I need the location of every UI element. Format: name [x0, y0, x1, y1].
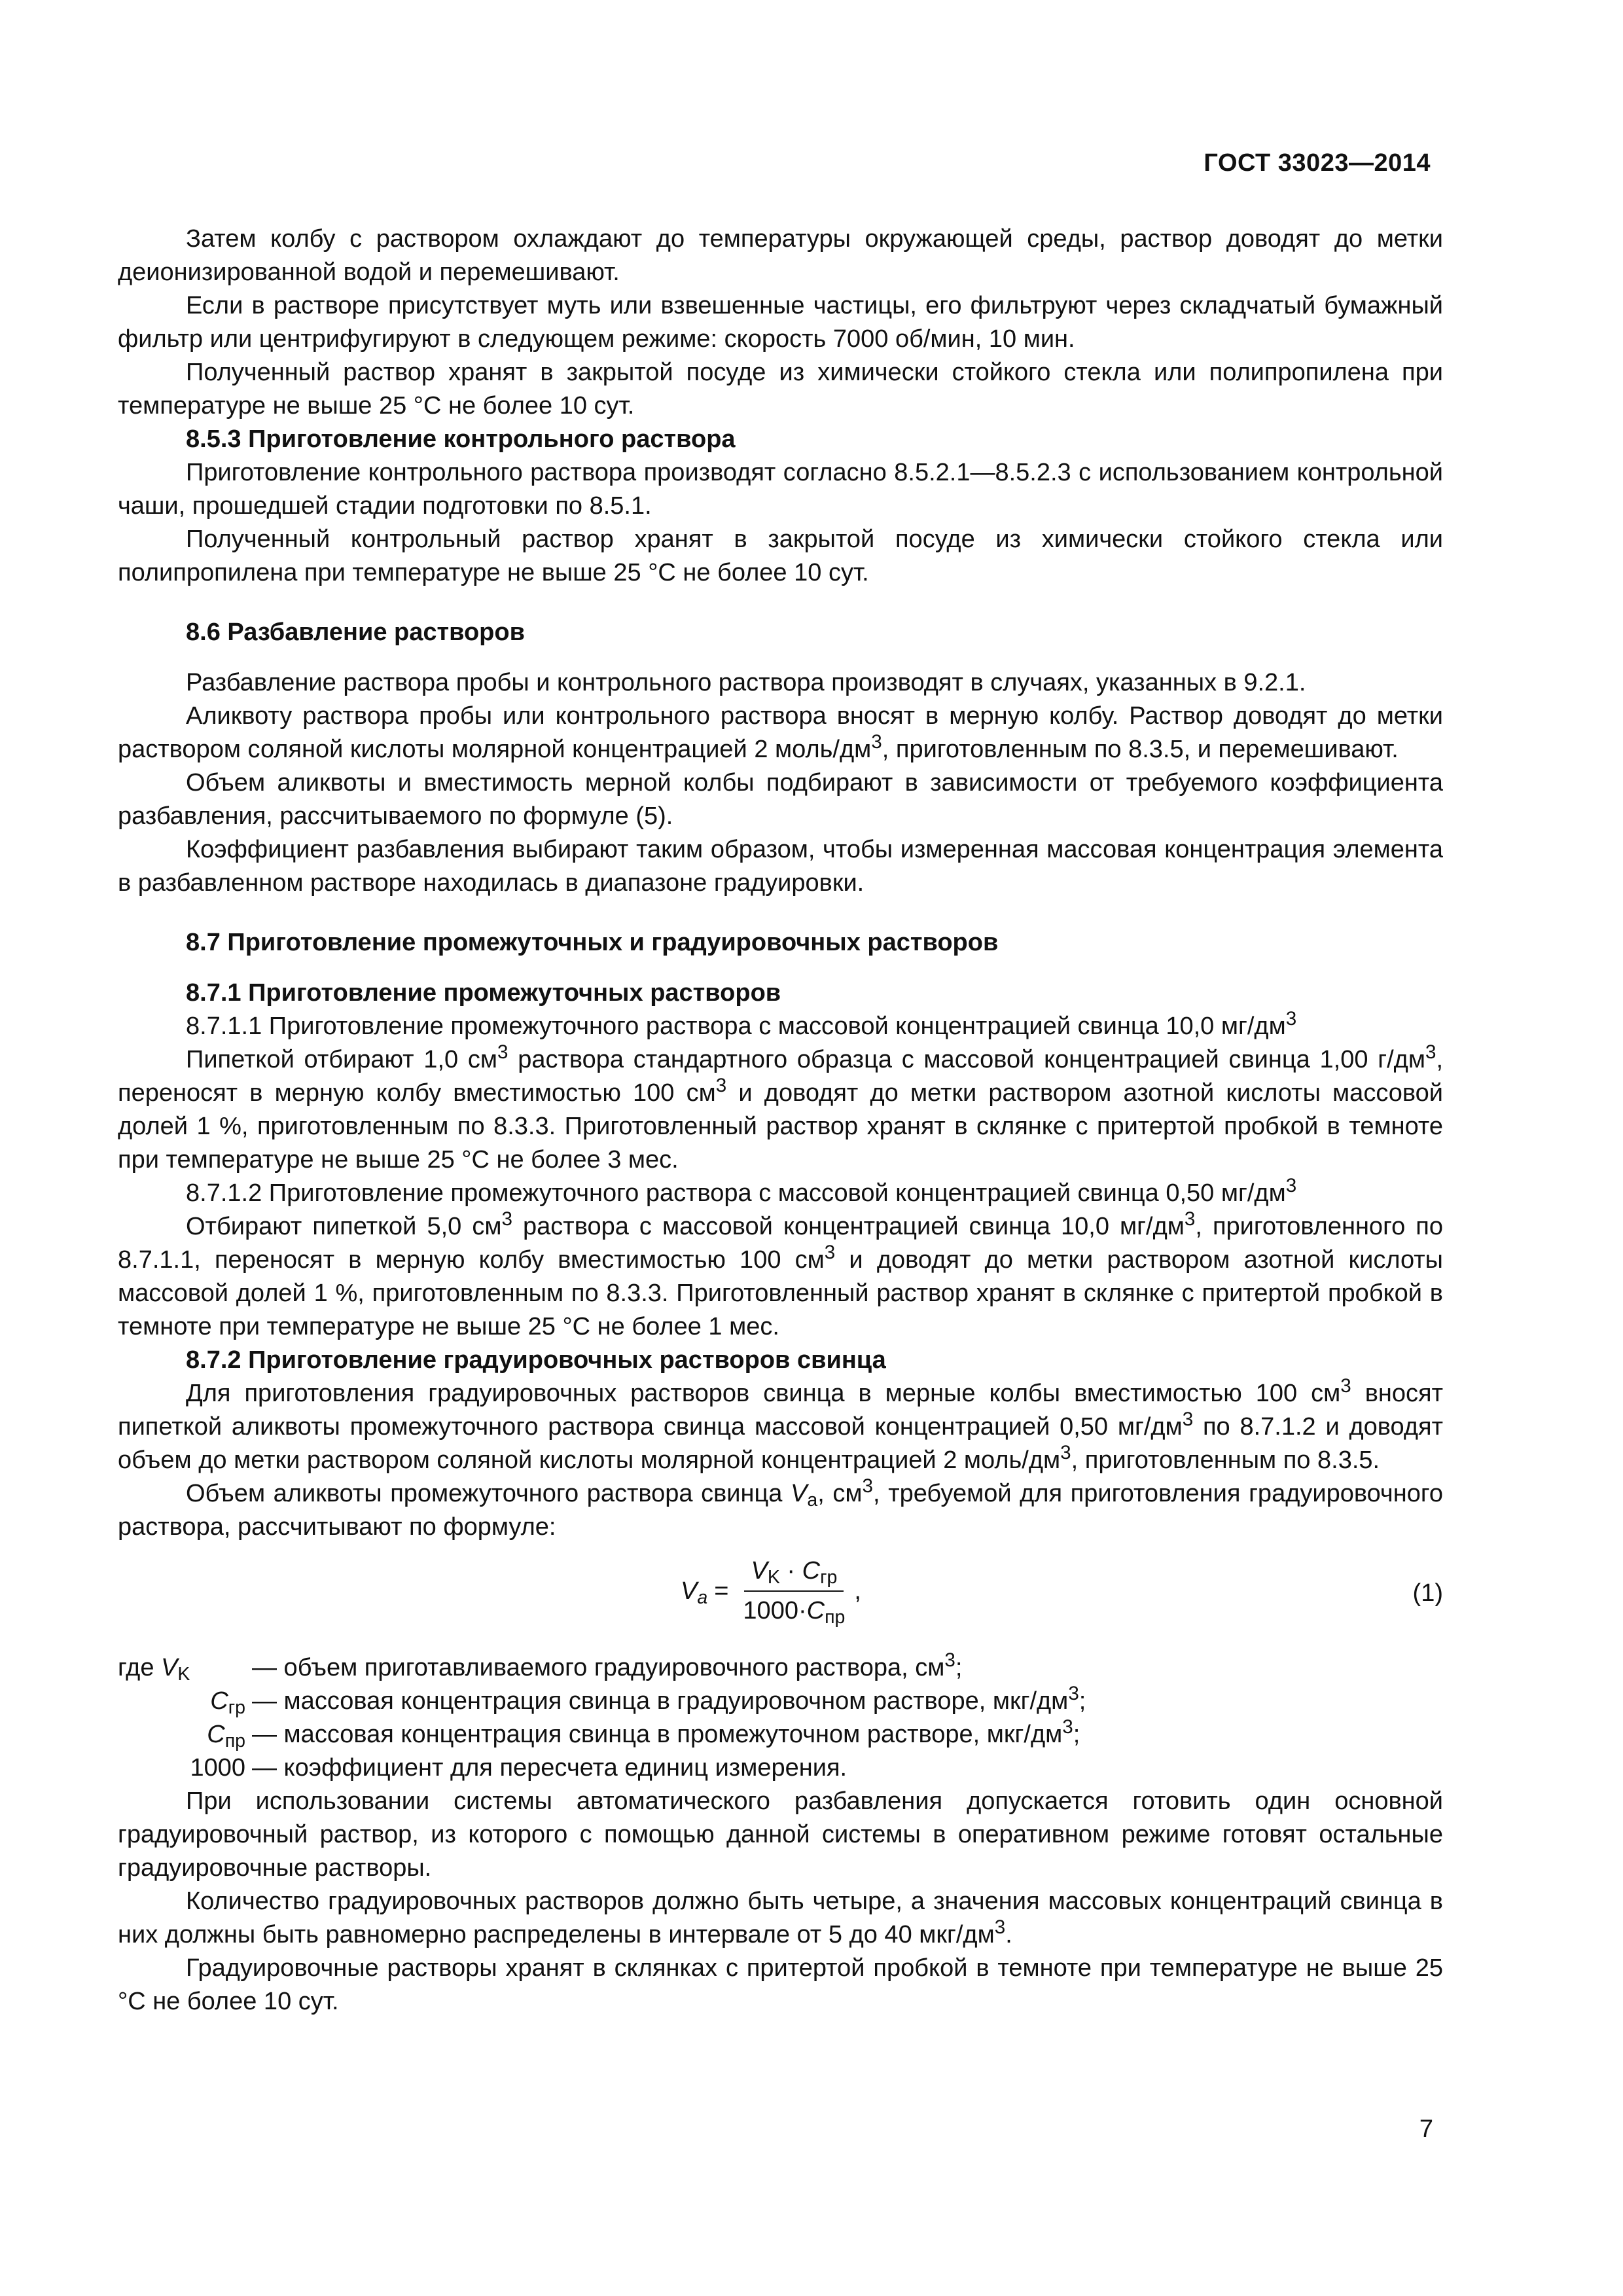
legend-text — [252, 1682, 1443, 1718]
legend-symbol — [118, 1685, 252, 1718]
text-run: — массовая концентрация свинца в градуировочном растворе, мкг/дм — [252, 1687, 1069, 1715]
text-run: , требуемой для приготовления градуировочного раствора, рассчитывают по формуле: — [118, 1480, 1443, 1541]
paragraph: Объем аликвоты и вместимость мерной колбы подбирают в зависимости от требуемого коэффициента разбавления, рассчитываемого по формуле (5). — [118, 769, 1443, 830]
legend-row — [118, 1651, 1443, 1685]
legend-text — [252, 1651, 1443, 1685]
text-run: ; — [1073, 1721, 1080, 1748]
text-run: . — [1005, 1921, 1012, 1948]
fraction-denominator — [736, 1592, 851, 1628]
fraction — [736, 1554, 851, 1628]
subscript: а — [807, 1490, 818, 1511]
text-run: раствора с массовой концентрацией свинца 10,0 мг/дм — [512, 1213, 1185, 1240]
superscript: 3 — [715, 1074, 727, 1096]
equals-sign: = — [714, 1577, 729, 1605]
legend-prefix: где — [118, 1654, 162, 1681]
superscript: 3 — [1062, 1715, 1073, 1738]
text-run: 8.7.1.2 Приготовление промежуточного раствора с массовой концентрацией свинца 0,50 мг/дм — [186, 1179, 1286, 1207]
section-heading-8-6: 8.6 Разбавление растворов — [186, 619, 525, 646]
paragraph: Если в растворе присутствует муть или взвешенные частицы, его фильтруют через складчатый бумажный фильтр или центрифугируют в следующем режиме: скорость 7000 об/мин, 10 мин. — [118, 292, 1443, 353]
document-header: ГОСТ 33023—2014 — [1204, 149, 1431, 177]
text-run: — коэффициент для пересчета единиц измерения. — [252, 1754, 847, 1782]
page-number: 7 — [1419, 2115, 1433, 2143]
text-run: по 8.7.1.2 и доводят объем до метки раствором соляной кислоты молярной концентрацией 2 моль/дм — [118, 1413, 1443, 1474]
superscript: 3 — [1184, 1208, 1196, 1230]
legend-symbol — [118, 1718, 252, 1751]
text-run: Количество градуировочных растворов должно быть четыре, а значения массовых концентраций свинца в них должны быть равномерно распределены в интервале от 5 до 40 мкг/дм — [118, 1888, 1443, 1948]
text-run: Для приготовления градуировочных растворов свинца в мерные колбы вместимостью 100 см — [186, 1380, 1341, 1407]
text-run: Отбирают пипеткой 5,0 см — [186, 1213, 502, 1240]
superscript: 3 — [994, 1916, 1006, 1938]
document-body — [118, 223, 1443, 2018]
text-run: , переносят в мерную колбу вместимостью 100 см — [118, 1046, 1443, 1107]
formula-legend — [118, 1651, 1443, 1785]
text-run: и доводят до метки раствором азотной кислоты массовой долей 1 %, приготовленным по 8.3.3. Приготовленный раствор хранят в склянке с притертой пробкой в темноте при температуре не выше 25 °С не более 1 мес. — [118, 1246, 1443, 1340]
paragraph: Разбавление раствора пробы и контрольного раствора производят в случаях, указанных в 9.2.1. — [186, 669, 1306, 696]
text-run: Пипеткой отбирают 1,0 см — [186, 1046, 497, 1073]
formula-number: (1) — [1412, 1579, 1443, 1607]
text-run: 8.7.1.1 Приготовление промежуточного раствора с массовой концентрацией свинца 10,0 мг/дм — [186, 1013, 1286, 1040]
text-run: и доводят до метки раствором азотной кислоты массовой долей 1 %, приготовленным по 8.3.3. Приготовленный раствор хранят в склянке с притертой пробкой в темноте при температуре не выше 25 °С не более 3 мес. — [118, 1079, 1443, 1174]
subscript: пр — [224, 1731, 245, 1752]
section-heading-8-7-1: 8.7.1 Приготовление промежуточных растворов — [186, 979, 781, 1007]
superscript: 3 — [1285, 1007, 1297, 1030]
paragraph — [118, 1007, 1443, 1043]
superscript: 3 — [871, 730, 882, 753]
formula — [681, 1554, 861, 1628]
symbol-c: C — [806, 1597, 825, 1624]
text-run: раствора стандартного образца с массовой концентрацией свинца 1,00 г/дм — [508, 1046, 1425, 1073]
paragraph: Коэффициент разбавления выбирают таким образом, чтобы измеренная массовая концентрация элемента в разбавленном растворе находилась в диапазоне градуировки. — [118, 836, 1443, 897]
text-run: , приготовленным по 8.3.5. — [1071, 1446, 1380, 1474]
text-run: , см — [817, 1480, 863, 1507]
subscript: K — [177, 1664, 190, 1685]
text-run: Объем аликвоты промежуточного раствора свинца — [186, 1480, 791, 1507]
paragraph — [118, 1885, 1443, 1952]
legend-symbol — [118, 1651, 252, 1685]
paragraph: Полученный контрольный раствор хранят в закрытой посуде из химически стойкого стекла или полипропилена при температуре не выше 25 °С не более 10 сут. — [118, 526, 1443, 586]
subscript: а — [697, 1587, 708, 1608]
constant: 1000 — [190, 1754, 245, 1782]
superscript: 3 — [1285, 1174, 1297, 1196]
superscript: 3 — [501, 1208, 512, 1230]
symbol-v: V — [681, 1577, 698, 1605]
fraction-numerator — [744, 1554, 844, 1592]
paragraph: Приготовление контрольного раствора производят согласно 8.5.2.1—8.5.2.3 с использованием контрольной чаши, прошедшей стадии подготовки по 8.5.1. — [118, 459, 1443, 520]
legend-row — [118, 1751, 1443, 1785]
superscript: 3 — [497, 1041, 508, 1063]
subscript: гр — [228, 1697, 245, 1719]
formula-block — [118, 1551, 1443, 1649]
symbol-v: V — [161, 1654, 178, 1681]
superscript: 3 — [1060, 1441, 1071, 1463]
text-run: ; — [1079, 1687, 1086, 1715]
superscript: 3 — [824, 1241, 836, 1263]
paragraph — [118, 1043, 1443, 1177]
legend-row — [118, 1682, 1443, 1719]
constant: 1000 — [743, 1597, 798, 1624]
symbol-c: C — [210, 1687, 228, 1715]
paragraph — [118, 1174, 1443, 1210]
text-run: — массовая концентрация свинца в промежуточном растворе, мкг/дм — [252, 1721, 1063, 1748]
multiply-dot: · — [798, 1597, 807, 1624]
superscript: 3 — [1425, 1041, 1436, 1063]
section-heading-8-7: 8.7 Приготовление промежуточных и градуировочных растворов — [186, 929, 999, 956]
symbol-c: C — [207, 1721, 225, 1748]
paragraph: Затем колбу с раствором охлаждают до температуры окружающей среды, раствор доводят до метки деионизированной водой и перемешивают. — [118, 225, 1443, 286]
subscript: пр — [825, 1607, 846, 1628]
legend-text — [252, 1751, 1443, 1785]
superscript: 3 — [862, 1475, 874, 1497]
subscript: K — [767, 1567, 780, 1588]
text-run: , приготовленного по 8.7.1.1, переносят в мерную колбу вместимостью 100 см — [118, 1213, 1443, 1274]
section-heading-8-5-3: 8.5.3 Приготовление контрольного раствора — [186, 425, 736, 453]
symbol-c: C — [802, 1557, 821, 1585]
superscript: 3 — [1182, 1408, 1194, 1430]
section-heading-8-7-2: 8.7.2 Приготовление градуировочных растворов свинца — [186, 1346, 886, 1374]
formula-lhs — [681, 1575, 707, 1608]
subscript: гр — [820, 1567, 838, 1588]
paragraph — [118, 1477, 1443, 1544]
formula-comma: , — [854, 1577, 861, 1605]
paragraph — [118, 1374, 1443, 1477]
legend-row — [118, 1715, 1443, 1752]
paragraph — [118, 700, 1443, 766]
paragraph: Градуировочные растворы хранят в склянках с притертой пробкой в темноте при температуре не выше 25 °С не более 10 сут. — [118, 1954, 1443, 2015]
paragraph — [118, 1210, 1443, 1344]
legend-symbol — [118, 1751, 252, 1785]
text-run: , приготовленным по 8.3.5, и перемешивают. — [882, 736, 1399, 763]
paragraph: Полученный раствор хранят в закрытой посуде из химически стойкого стекла или полипропилена при температуре не выше 25 °С не более 10 сут. — [118, 359, 1443, 420]
text-run: — объем приготавливаемого градуировочного раствора, см — [252, 1654, 945, 1681]
multiply-dot: · — [787, 1557, 796, 1585]
superscript: 3 — [944, 1649, 955, 1671]
symbol-v: V — [791, 1480, 808, 1507]
text-run: вносят пипеткой аликвоты промежуточного раствора свинца массовой концентрацией 0,50 мг/дм — [118, 1380, 1443, 1441]
text-run: ; — [955, 1654, 963, 1681]
superscript: 3 — [1068, 1682, 1079, 1704]
symbol-v: V — [751, 1557, 768, 1585]
text-run: Аликвоту раствора пробы или контрольного раствора вносят в мерную колбу. Раствор доводят до метки раствором соляной кислоты молярной концентрацией 2 моль/дм — [118, 702, 1443, 763]
legend-text — [252, 1715, 1443, 1751]
superscript: 3 — [1340, 1374, 1351, 1397]
paragraph: При использовании системы автоматического разбавления допускается готовить один основной градуировочный раствор, из которого с помощью данной системы в оперативном режиме готовят остальные градуировочные растворы. — [118, 1787, 1443, 1882]
